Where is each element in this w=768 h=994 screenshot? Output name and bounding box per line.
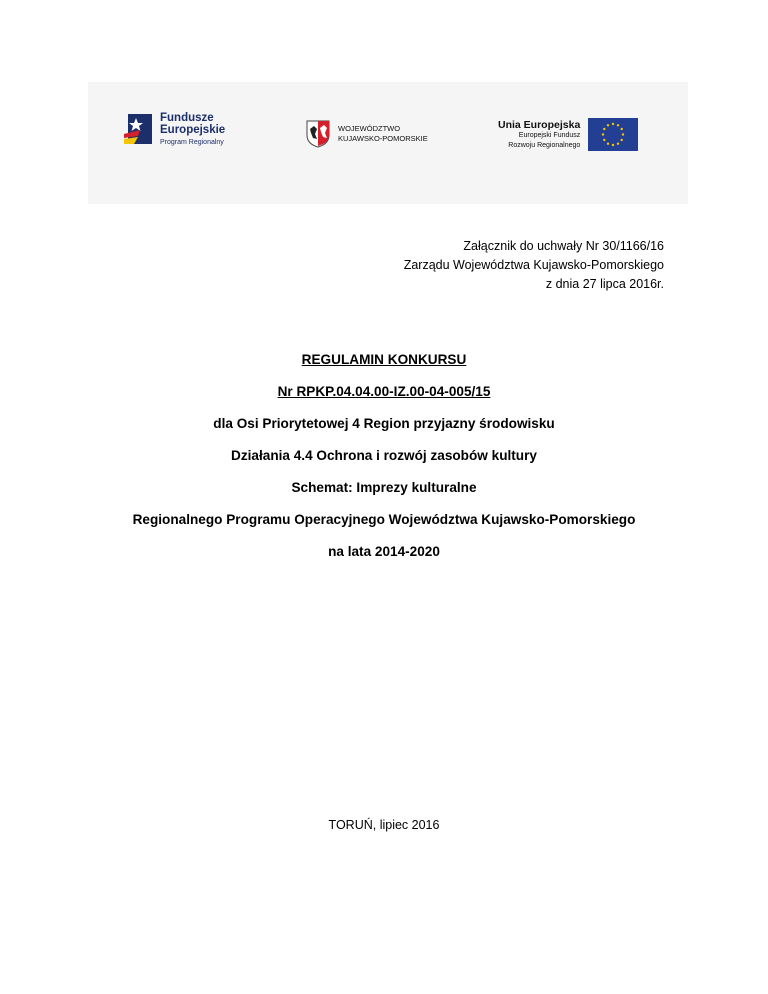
- woj-logo-line2: KUJAWSKO-POMORSKIE: [338, 134, 428, 143]
- ue-logo-line3: Rozwoju Regionalnego: [508, 141, 581, 149]
- title-number: Nr RPKP.04.04.00-IZ.00-04-005/15: [277, 384, 491, 399]
- eu-flag-icon: [588, 118, 638, 151]
- annex-line2: Zarządu Województwa Kujawsko-Pomorskiego: [403, 258, 664, 272]
- title-scheme: Schemat: Imprezy kulturalne: [291, 480, 477, 495]
- document-title-block: [0, 344, 768, 568]
- ue-logo-line2: Europejski Fundusz: [518, 132, 581, 140]
- title-priority-axis: dla Osi Priorytetowej 4 Region przyjazny środowisku: [213, 416, 555, 431]
- annex-line1: Załącznik do uchwały Nr 30/1166/16: [463, 239, 664, 253]
- woj-logo-line1: WOJEWÓDZTWO: [338, 123, 401, 133]
- coat-of-arms-icon: [306, 120, 330, 148]
- title-regulamin: REGULAMIN KONKURSU: [301, 352, 467, 367]
- fe-logo-line3: Program Regionalny: [160, 139, 224, 147]
- wojewodztwo-logo: [306, 120, 428, 148]
- title-period: na lata 2014-2020: [328, 544, 440, 559]
- title-action: Działania 4.4 Ochrona i rozwój zasobów kultury: [231, 448, 537, 463]
- fe-logo-line2: Europejskie: [160, 124, 226, 137]
- ue-logo-line1: Unia Europejska: [498, 118, 581, 131]
- place-date: TORUŃ, lipiec 2016: [328, 818, 440, 832]
- fundusze-europejskie-logo: [124, 112, 225, 146]
- unia-europejska-logo: [498, 118, 638, 151]
- logo-band: [88, 82, 688, 204]
- fundusze-europejskie-emblem-icon: [124, 112, 154, 146]
- annex-line3: z dnia 27 lipca 2016r.: [545, 277, 664, 291]
- fe-logo-line1: Fundusze: [160, 112, 214, 124]
- annex-note: [404, 237, 664, 294]
- title-program: Regionalnego Programu Operacyjnego Województwa Kujawsko-Pomorskiego: [132, 512, 636, 527]
